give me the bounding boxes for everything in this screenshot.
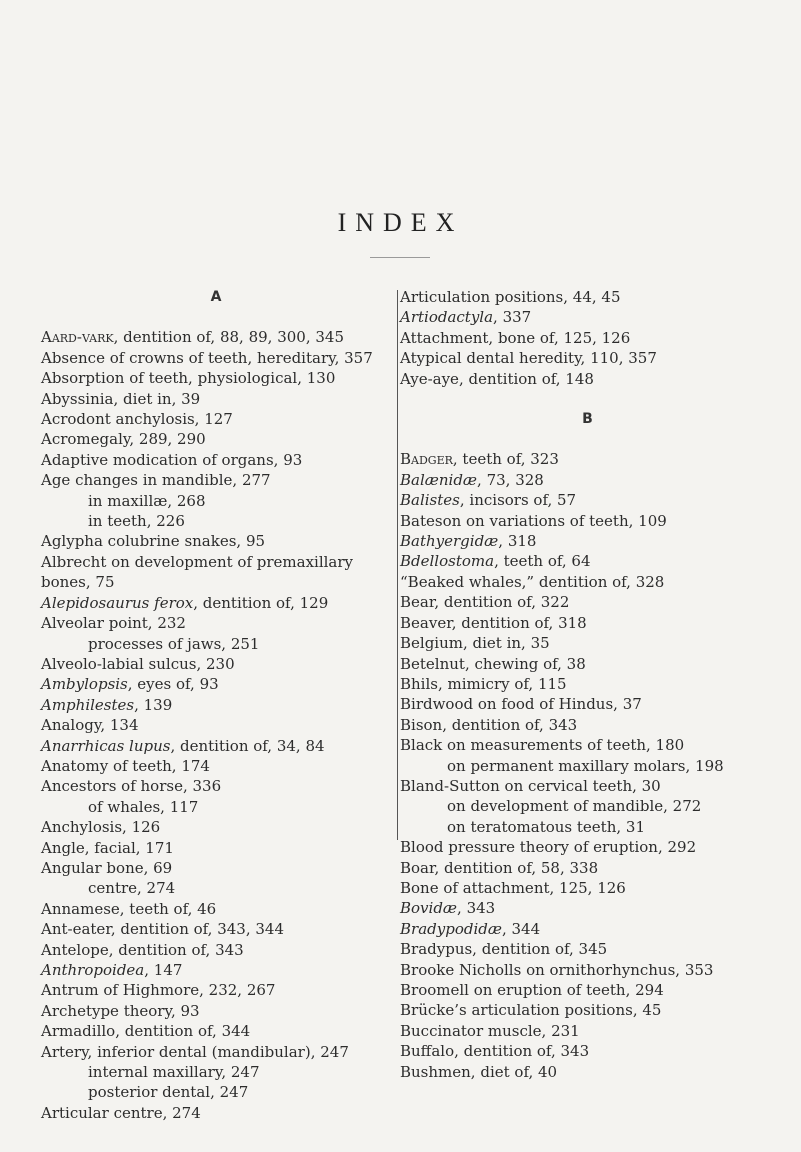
entry-pages: , teeth of, 323 [452, 450, 559, 469]
entry-pages: , 73, 328 [477, 470, 544, 489]
entry-pages: , eyes of, 93 [127, 675, 219, 694]
index-entry: Blood pressure theory of eruption, 292 [400, 838, 697, 857]
index-entry: Ancestors of horse, 336 [41, 777, 222, 796]
index-entry [400, 449, 775, 469]
index-subentry: of whales, 117 [88, 797, 199, 816]
index-entry: Absorption of teeth, physiological, 130 [41, 369, 336, 388]
index-entry: Age changes in mandible, 277 [41, 471, 271, 490]
entry-pages: , dentition of, 34, 84 [170, 736, 325, 755]
entry-pages: , incisors of, 57 [459, 491, 577, 510]
index-entry: Aglypha colubrine snakes, 95 [41, 532, 266, 551]
index-subentry: internal maxillary, 247 [88, 1063, 260, 1082]
index-entry: Brücke’s articulation positions, 45 [400, 1001, 662, 1020]
index-entry: Attachment, bone of, 125, 126 [400, 328, 631, 347]
entry-pages: , 139 [134, 695, 173, 714]
index-entry: Beaver, dentition of, 318 [400, 613, 587, 632]
index-subentry: centre, 274 [88, 879, 176, 898]
entry-pages: , 147 [144, 961, 183, 979]
index-entry: Alveolo-labial sulcus, 230 [41, 654, 235, 673]
index-entry: Alveolar point, 232 [41, 614, 186, 633]
index-column-right [400, 287, 775, 1082]
index-entry [400, 490, 775, 510]
index-entry: Artery, inferior dental (mandibular), 247 [41, 1042, 349, 1061]
entry-list-a-continued [400, 287, 775, 389]
index-entry: Bear, dentition of, 322 [400, 593, 570, 612]
index-entry: Bateson on variations of teeth, 109 [400, 511, 667, 530]
entry-heading: Bradypodidæ [400, 919, 502, 938]
index-entry: Bison, dentition of, 343 [400, 715, 578, 734]
index-entry [400, 898, 775, 918]
index-subentry: on teratomatous teeth, 31 [447, 817, 645, 836]
index-entry: Articulation positions, 44, 45 [400, 288, 621, 306]
index-entry: Annamese, teeth of, 46 [41, 899, 217, 918]
entry-list-b [400, 449, 775, 1082]
entry-list-a [41, 327, 386, 1123]
entry-pages: , dentition of, 88, 89, 300, 345 [113, 328, 345, 347]
index-entry [41, 960, 386, 980]
entry-pages: , teeth of, 64 [494, 552, 591, 571]
index-entry: Acromegaly, 289, 290 [41, 430, 206, 449]
entry-heading: Amphilestes [41, 695, 135, 714]
index-entry: Broomell on eruption of teeth, 294 [400, 981, 664, 999]
section-letter-a: A [210, 289, 222, 305]
index-entry: Bland-Sutton on cervical teeth, 30 [400, 776, 661, 795]
index-entry: Aye-aye, dentition of, 148 [400, 369, 594, 388]
index-entry: Ant-eater, dentition of, 343, 344 [41, 920, 285, 939]
index-entry: Bone of attachment, 125, 126 [400, 878, 626, 897]
section-letter-b: B [582, 411, 593, 428]
index-entry: Black on measurements of teeth, 180 [400, 736, 685, 755]
index-entry: Armadillo, dentition of, 344 [41, 1022, 251, 1041]
index-entry: Angle, facial, 171 [41, 838, 174, 857]
index-entry: Antelope, dentition of, 343 [41, 940, 244, 959]
entry-pages: , 337 [493, 308, 532, 327]
entry-heading: Anthropoidea [41, 961, 145, 979]
index-subentry: on permanent maxillary molars, 198 [447, 756, 724, 775]
index-column-left [41, 287, 386, 1123]
index-entry: Analogy, 134 [41, 716, 139, 735]
index-entry [400, 551, 775, 571]
title-rule [370, 257, 430, 258]
entry-heading: Badger [400, 450, 453, 469]
index-subentry: posterior dental, 247 [88, 1083, 249, 1102]
index-entry: Bushmen, diet of, 40 [400, 1062, 558, 1081]
index-entry: Absence of crowns of teeth, hereditary, 357 [41, 348, 373, 367]
entry-heading: Anarrhicas lupus [41, 736, 171, 755]
index-entry: Birdwood on food of Hindus, 37 [400, 695, 642, 714]
index-subentry: processes of jaws, 251 [88, 634, 260, 653]
index-entry: Anatomy of teeth, 174 [41, 756, 210, 775]
index-subentry: on development of mandible, 272 [447, 797, 702, 816]
entry-pages: , dentition of, 129 [193, 593, 329, 612]
index-entry [41, 593, 386, 613]
index-entry: Articular centre, 274 [41, 1103, 201, 1122]
index-entry: Antrum of Highmore, 232, 267 [41, 981, 276, 1000]
entry-pages: , 318 [498, 532, 537, 551]
index-entry: Belgium, diet in, 35 [400, 634, 550, 653]
index-entry: Archetype theory, 93 [41, 1001, 200, 1020]
index-entry: Abyssinia, diet in, 39 [41, 389, 201, 408]
index-entry: Anchylosis, 126 [41, 818, 161, 837]
page-title: INDEX [337, 208, 464, 237]
index-entry [400, 307, 775, 327]
index-entry [41, 674, 386, 694]
index-subentry: in teeth, 226 [88, 512, 185, 531]
index-entry [41, 327, 386, 347]
entry-heading: Bdellostoma [400, 552, 495, 571]
index-entry [400, 470, 775, 490]
index-entry: Albrecht on development of premaxillary bones, 75 [41, 552, 354, 592]
index-entry: Angular bone, 69 [41, 858, 173, 877]
index-entry: Adaptive modication of organs, 93 [41, 450, 303, 469]
entry-heading: Balænidæ [400, 470, 478, 489]
index-entry [41, 736, 386, 756]
index-entry: Bhils, mimicry of, 115 [400, 674, 567, 693]
entry-heading: Bovidæ [400, 899, 458, 918]
index-subentry: in maxillæ, 268 [88, 491, 206, 510]
entry-heading: Bathyergidæ [400, 532, 499, 551]
index-entry: Buccinator muscle, 231 [400, 1021, 580, 1040]
index-entry: Bradypus, dentition of, 345 [400, 940, 608, 959]
index-entry [400, 919, 775, 939]
entry-heading: Alepidosaurus ferox [41, 593, 194, 612]
entry-heading: Balistes [400, 491, 460, 510]
entry-heading: Artiodactyla [400, 308, 494, 327]
index-entry: Boar, dentition of, 58, 338 [400, 858, 599, 877]
entry-pages: , 343 [457, 899, 496, 918]
entry-pages: , 344 [501, 919, 541, 938]
index-entry: Betelnut, chewing of, 38 [400, 654, 586, 673]
entry-heading: Aard-vark [41, 328, 114, 347]
index-entry: Brooke Nicholls on ornithorhynchus, 353 [400, 960, 714, 979]
index-entry: Atypical dental heredity, 110, 357 [400, 349, 657, 368]
entry-heading: Ambylopsis [41, 675, 128, 694]
index-entry: Acrodont anchylosis, 127 [41, 410, 233, 429]
index-entry: “Beaked whales,” dentition of, 328 [400, 572, 665, 591]
index-entry [41, 695, 386, 715]
index-entry [400, 531, 775, 551]
column-divider [397, 290, 398, 840]
index-entry: Buffalo, dentition of, 343 [400, 1042, 590, 1061]
